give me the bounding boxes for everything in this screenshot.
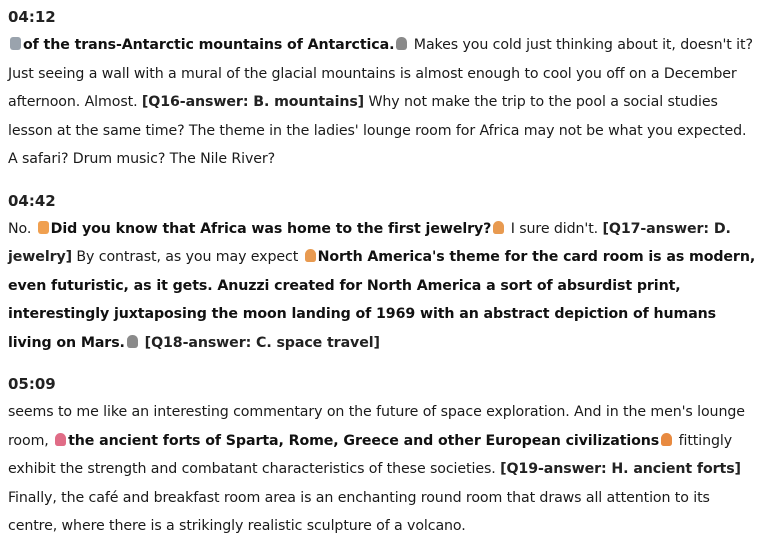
hand-icon [396, 37, 407, 50]
highlighted-text: North America's theme for the card room is as modern, even futuristic, as it gets. Anuzzi created for North America a sort of absurdist print, interestingly juxtaposing the moon landing of 1969 with an abstract depiction of humans living on Mars. [8, 249, 756, 351]
answer-tag: [Q19-answer: H. ancient forts] [500, 461, 741, 477]
plain-text: seems to me like an interesting commentary on the future of space exploration. And in the men's lounge room, [8, 404, 745, 449]
transcript-segment [8, 190, 760, 358]
answer-tag: [Q16-answer: B. mountains] [141, 94, 365, 110]
transcript-segment [8, 6, 760, 174]
timestamp[interactable]: 04:42 [8, 191, 56, 210]
timestamp[interactable]: 05:09 [8, 375, 56, 393]
answer-tag: [Q18-answer: C. space travel] [139, 334, 380, 351]
transcript-segment [8, 373, 760, 541]
plain-text: By contrast, as you may expect [72, 249, 303, 265]
highlighted-text: of the trans-Antarctic mountains of Antarctica. [23, 37, 395, 53]
hand-icon [127, 335, 138, 348]
segment-text [8, 398, 760, 541]
answer-tag: [Q17-answer: D. jewelry] [8, 220, 731, 265]
orange-icon [661, 433, 672, 446]
plain-text: Makes you cold just thinking about it, doesn't it? Just seeing a wall with a mural of the glacial mountains is almost enough to cool you off on a December afternoon. Almost. [8, 37, 753, 110]
plain-text: fittingly exhibit the strength and combatant characteristics of these societies. [8, 432, 733, 477]
pink-icon [55, 433, 66, 446]
segment-text [8, 31, 760, 174]
timestamp[interactable]: 04:12 [8, 8, 56, 26]
highlighted-text: Did you know that Africa was home to the first jewelry? [50, 220, 492, 237]
plain-text: No. [8, 220, 36, 237]
plain-text: Why not make the trip to the pool a social studies lesson at the same time? The theme in the ladies' lounge room for Africa may not be what you expected. A safari? Drum music? The Nile River? [8, 94, 747, 167]
highlighted-text: the ancient forts of Sparta, Rome, Greece and other European civilizations [68, 432, 660, 449]
fire-icon [38, 221, 49, 234]
flame-icon [493, 221, 504, 234]
flame-icon [305, 249, 316, 262]
plain-text: I sure didn't. [506, 220, 603, 237]
segment-text [8, 215, 760, 358]
plain-text: Finally, the café and breakfast room area is an enchanting round room that draws all attention to its centre, where there is a strikingly realistic sculpture of a volcano. [8, 489, 710, 534]
book-icon [10, 37, 21, 50]
